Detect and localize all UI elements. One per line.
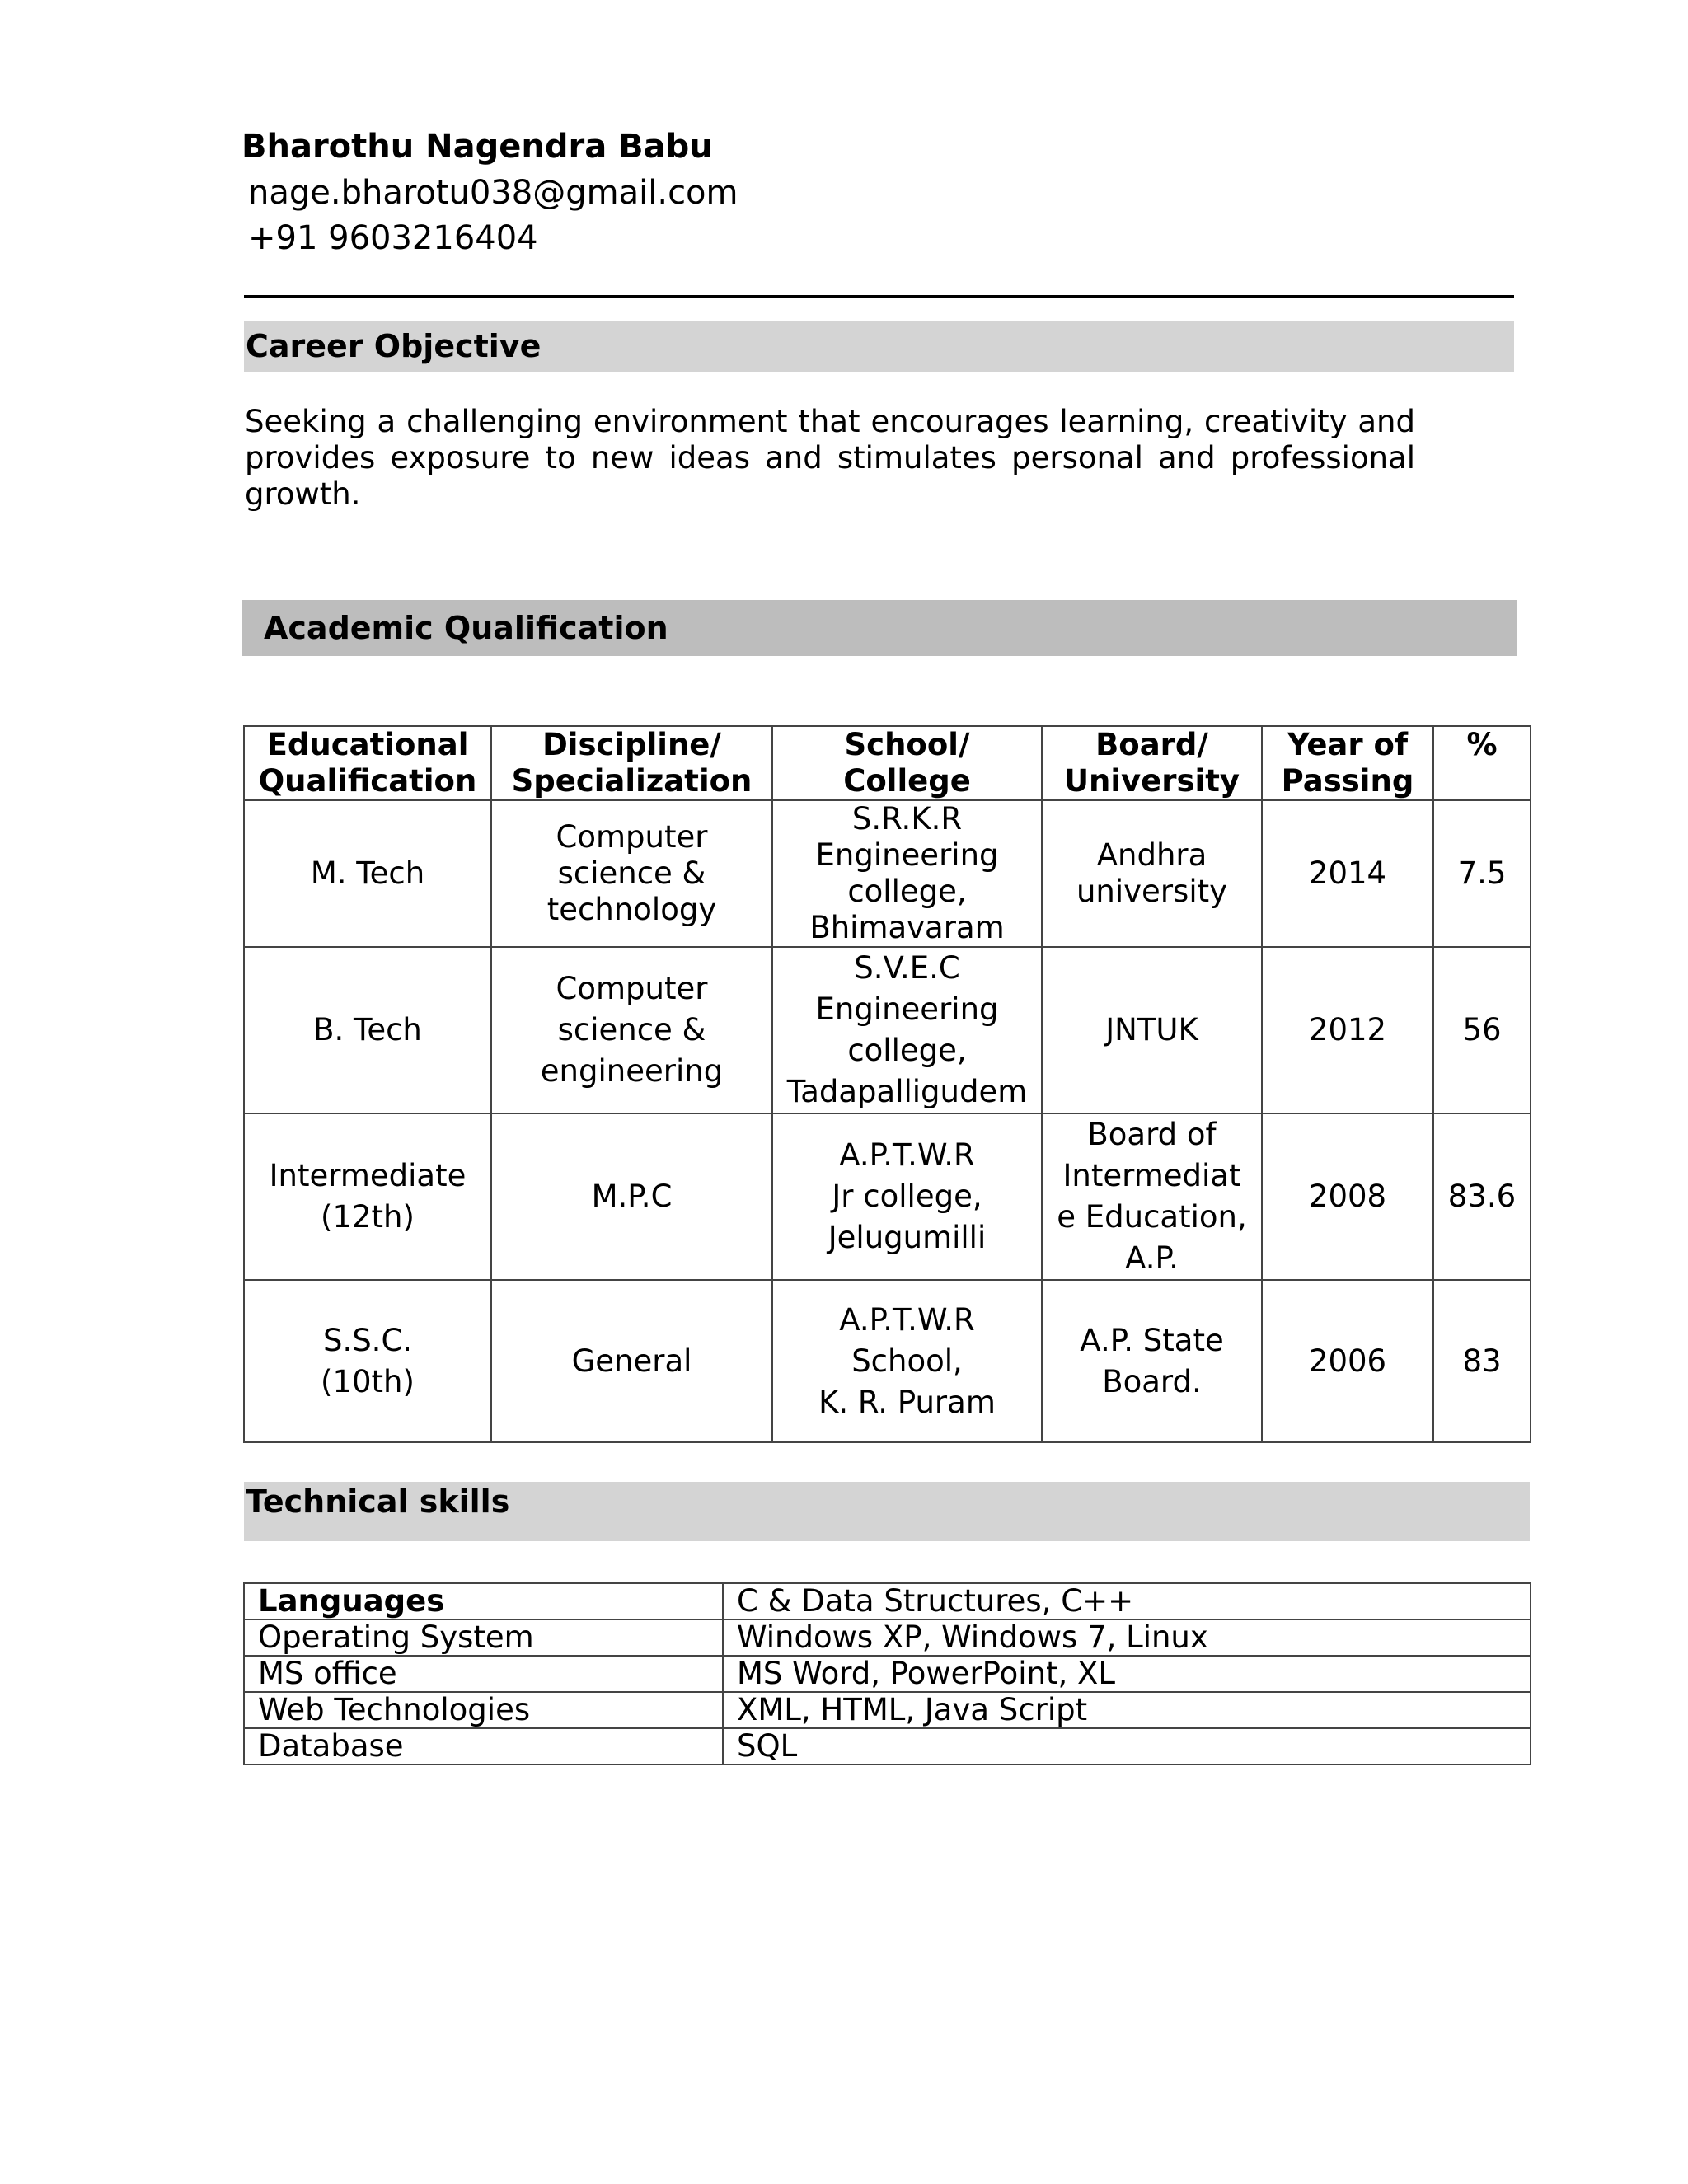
col-header-year: Year of Passing [1262, 726, 1433, 800]
academic-header-row [244, 726, 1531, 800]
candidate-name: Bharothu Nagendra Babu [241, 128, 713, 166]
skill-value: MS Word, PowerPoint, XL [723, 1656, 1531, 1692]
col-header-qualification: Educational Qualification [244, 726, 491, 800]
technical-skills-heading: Technical skills [244, 1482, 1530, 1541]
skill-category: Operating System [244, 1619, 723, 1656]
skills-row [244, 1583, 1531, 1619]
email-address: nage.bharotu038@gmail.com [248, 174, 738, 212]
skill-value: XML, HTML, Java Script [723, 1692, 1531, 1728]
skills-row [244, 1728, 1531, 1765]
academic-qualification-table [243, 725, 1531, 1443]
board-cell: A.P. State Board. [1042, 1280, 1262, 1442]
qualification-cell: M. Tech [244, 800, 491, 947]
career-objective-heading: Career Objective [244, 321, 1514, 372]
percent-cell: 83 [1433, 1280, 1531, 1442]
percent-cell: 7.5 [1433, 800, 1531, 947]
career-objective-text: Seeking a challenging environment that encourages learning, creativity and provides exposure to new ideas and stimulates personal and professional growth. [245, 404, 1415, 512]
qualification-cell: Intermediate (12th) [244, 1113, 491, 1280]
col-header-board: Board/ University [1042, 726, 1262, 800]
discipline-cell: General [491, 1280, 772, 1442]
discipline-cell: Computer science & engineering [491, 947, 772, 1113]
col-header-percent: % [1433, 726, 1531, 800]
qualification-cell: S.S.C. (10th) [244, 1280, 491, 1442]
phone-number: +91 9603216404 [248, 219, 538, 257]
skill-value: C & Data Structures, C++ [723, 1583, 1531, 1619]
skill-value: Windows XP, Windows 7, Linux [723, 1619, 1531, 1656]
year-cell: 2008 [1262, 1113, 1433, 1280]
board-cell: Andhra university [1042, 800, 1262, 947]
table-row [244, 1113, 1531, 1280]
school-cell: A.P.T.W.R Jr college, Jelugumilli [772, 1113, 1042, 1280]
board-cell: JNTUK [1042, 947, 1262, 1113]
skill-category: Languages [244, 1583, 723, 1619]
academic-qualification-heading: Academic Qualification [242, 600, 1517, 656]
technical-skills-table [243, 1582, 1531, 1765]
skills-row [244, 1656, 1531, 1692]
year-cell: 2014 [1262, 800, 1433, 947]
table-row [244, 800, 1531, 947]
table-row [244, 1280, 1531, 1442]
skill-category: Database [244, 1728, 723, 1765]
school-cell: A.P.T.W.R School, K. R. Puram [772, 1280, 1042, 1442]
percent-cell: 56 [1433, 947, 1531, 1113]
qualification-cell: B. Tech [244, 947, 491, 1113]
skills-row [244, 1692, 1531, 1728]
school-cell: S.R.K.R Engineering college, Bhimavaram [772, 800, 1042, 947]
school-cell: S.V.E.C Engineering college, Tadapalligudem [772, 947, 1042, 1113]
board-cell: Board of Intermediat e Education, A.P. [1042, 1113, 1262, 1280]
year-cell: 2012 [1262, 947, 1433, 1113]
skills-row [244, 1619, 1531, 1656]
skill-value: SQL [723, 1728, 1531, 1765]
table-row [244, 947, 1531, 1113]
percent-cell: 83.6 [1433, 1113, 1531, 1280]
col-header-discipline: Discipline/ Specialization [491, 726, 772, 800]
col-header-school: School/ College [772, 726, 1042, 800]
skill-category: MS office [244, 1656, 723, 1692]
header-divider [244, 295, 1514, 298]
discipline-cell: M.P.C [491, 1113, 772, 1280]
year-cell: 2006 [1262, 1280, 1433, 1442]
discipline-cell: Computer science & technology [491, 800, 772, 947]
skill-category: Web Technologies [244, 1692, 723, 1728]
